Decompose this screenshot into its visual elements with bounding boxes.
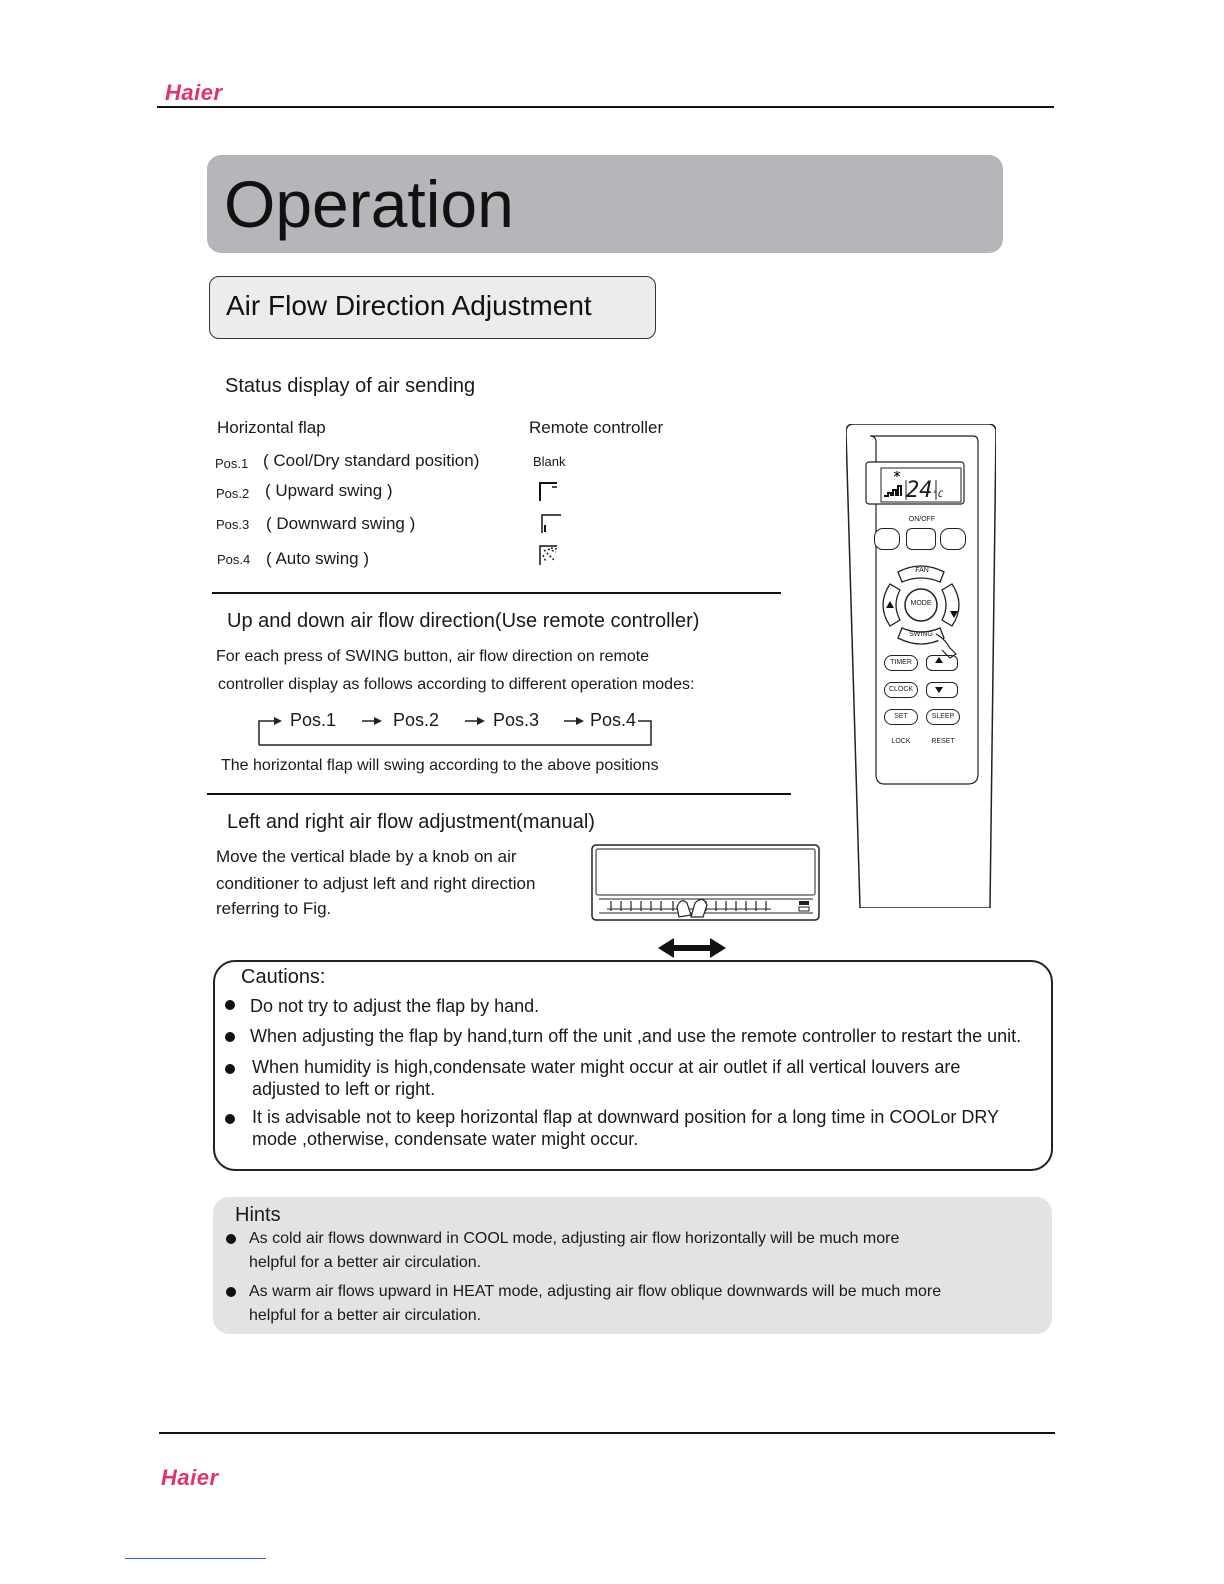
caution-item: When adjusting the flap by hand,turn off the unit ,and use the remote controller to restart the unit. [250,1026,1022,1046]
sequence-pos: Pos.2 [393,710,440,730]
status-row-desc: ( Upward swing ) [265,481,393,500]
divider [212,592,781,594]
remote-temp-unit: °C [932,490,944,500]
onoff-button[interactable] [906,528,936,550]
sequence-pos: Pos.1 [290,710,337,730]
set-button[interactable]: SET [884,709,918,725]
status-heading: Status display of air sending [225,375,476,397]
remote-controller [846,424,996,908]
caution-item: When humidity is high,condensate water might occur at air outlet if all vertical louvers are adjusted to left or right. [252,1057,961,1099]
clock-button[interactable]: CLOCK [884,682,918,698]
cautions-title: Cautions: [241,966,326,988]
upward-swing-icon [537,479,561,503]
footer-rule [159,1432,1055,1434]
brand-logo-bottom: Haier [161,1465,219,1490]
status-col-left: Horizontal flap [217,418,326,437]
downward-swing-icon [539,511,563,535]
up-button[interactable] [926,655,958,671]
timer-button[interactable]: TIMER [884,655,918,671]
onoff-label: ON/OFF [908,516,936,523]
header-rule [157,106,1054,108]
status-row-pos: Pos.1 [215,456,249,471]
status-row-pos: Pos.2 [216,486,250,501]
status-row-pos: Pos.4 [217,552,251,567]
leftright-text-line: Move the vertical blade by a knob on air [216,847,517,866]
updown-heading: Up and down air flow direction(Use remote controller) [227,610,700,632]
swing-button[interactable]: SWING [909,631,933,638]
leftright-text-line: referring to Fig. [216,899,332,918]
down-button[interactable] [926,682,958,698]
updown-note: The horizontal flap will swing according to the above positions [221,757,659,774]
divider [207,793,791,795]
bullet-icon [226,1234,236,1244]
sequence-pos: Pos.4 [590,710,637,730]
lock-label: LOCK [891,738,911,745]
caution-item: Do not try to adjust the flap by hand. [250,996,540,1016]
hint-item: As warm air flows upward in HEAT mode, adjusting air flow oblique downwards will be much more helpful for a better air circulation. [249,1283,942,1324]
indoor-unit-illustration [591,843,820,923]
sequence-pos: Pos.3 [493,710,540,730]
status-row-desc: ( Downward swing ) [266,514,416,533]
status-row-pos: Pos.3 [216,517,250,532]
page-title: Operation [224,167,514,241]
bullet-icon [225,1114,235,1124]
status-col-right: Remote controller [529,418,664,437]
auto-swing-icon [537,543,561,567]
bullet-icon [225,1032,235,1042]
bullet-icon [225,1000,235,1010]
sleep-button[interactable]: SLEEP [926,709,960,725]
hint-item: As cold air flows downward in COOL mode, adjusting air flow horizontally will be much more helpful for a better air circulation. [249,1230,900,1271]
updown-text-line: controller display as follows according to different operation modes: [218,676,695,693]
reset-label: RESET [931,738,955,745]
leftright-heading: Left and right air flow adjustment(manual) [227,811,595,833]
status-row-desc: ( Cool/Dry standard position) [263,451,480,470]
bullet-icon [226,1287,236,1297]
bullet-icon [225,1064,235,1074]
updown-text-line: For each press of SWING button, air flow direction on remote [216,648,650,665]
remote-right-button[interactable] [940,528,966,550]
left-right-arrow-icon [656,936,728,960]
remote-left-button[interactable] [874,528,900,550]
fan-button[interactable]: FAN [915,567,929,574]
leftright-text-line: conditioner to adjust left and right direction [216,874,536,893]
brand-logo-top: Haier [165,80,223,105]
status-row-display: Blank [533,454,566,469]
mode-button[interactable]: MODE [910,600,932,607]
remote-temp-readout: 24 [906,478,933,503]
footer-link-underline [125,1558,266,1559]
status-row-desc: ( Auto swing ) [266,549,369,568]
hints-title: Hints [235,1204,281,1226]
section-title: Air Flow Direction Adjustment [226,290,592,321]
caution-item: It is advisable not to keep horizontal flap at downward position for a long time in COOLor DRY mode ,otherwise, condensate water might occur. [252,1107,1000,1149]
